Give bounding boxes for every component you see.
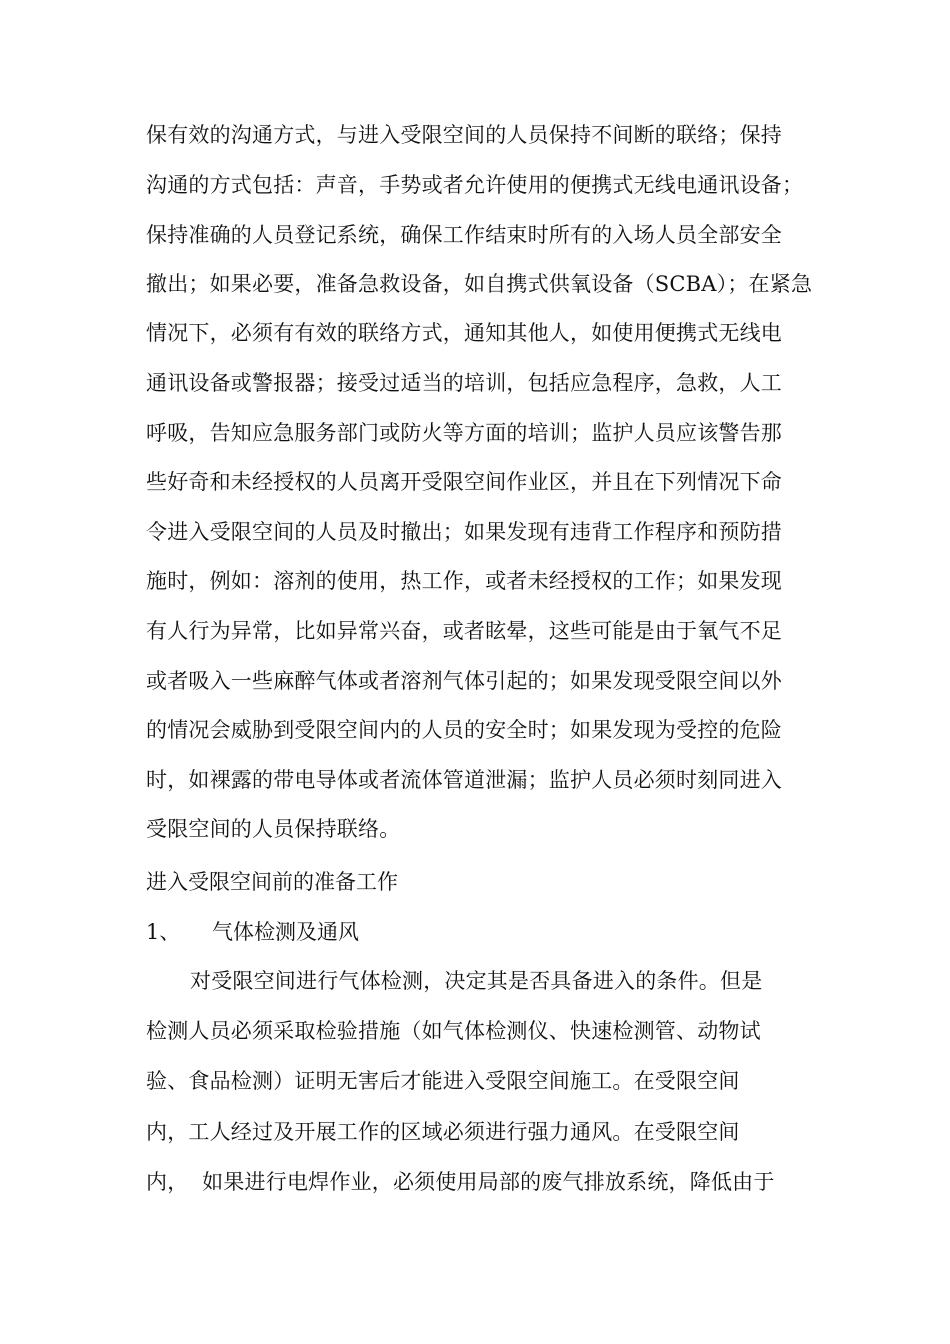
paragraph-line: 的情况会威胁到受限空间内的人员的安全时；如果发现为受控的危险 [146,718,782,742]
paragraph-line: 施时，例如：溶剂的使用，热工作，或者未经授权的工作；如果发现 [146,569,782,593]
paragraph-line: 受限空间的人员保持联络。 [146,817,401,841]
paragraph-line: 通讯设备或警报器；接受过适当的培训，包括应急程序，急救，人工 [146,371,782,395]
paragraph-line: 令进入受限空间的人员及时撤出；如果发现有违背工作程序和预防措 [146,520,782,544]
numbered-item [146,917,359,947]
paragraph-line: 时，如裸露的带电导体或者流体管道泄漏；监护人员必须时刻同进入 [146,768,782,792]
paragraph-line: 沟通的方式包括：声音，手势或者允许使用的便携式无线电通讯设备； [146,173,804,197]
paragraph-line: 撤出；如果必要，准备急救设备，如自携式供氧设备（SCBA）；在紧急 [146,272,813,296]
item-title: 气体检测及通风 [212,920,359,944]
paragraph-line: 保持准确的人员登记系统，确保工作结束时所有的入场人员全部安全 [146,223,782,247]
section-heading: 进入受限空间前的准备工作 [146,870,398,894]
paragraph-line: 情况下，必须有有效的联络方式，通知其他人，如使用便携式无线电 [146,321,782,345]
paragraph-line: 些好奇和未经授权的人员离开受限空间作业区，并且在下列情况下命 [146,470,782,494]
paragraph-line: 验、食品检测）证明无害后才能进入受限空间施工。在受限空间 [146,1069,740,1093]
paragraph-line: 保有效的沟通方式，与进入受限空间的人员保持不间断的联络；保持 [146,123,782,147]
item-number: 1、 [146,920,181,944]
paragraph-line: 有人行为异常，比如异常兴奋，或者眩晕，这些可能是由于氧气不足 [146,619,782,643]
paragraph-line: 检测人员必须采取检验措施（如气体检测仪、快速检测管、动物试 [146,1019,761,1043]
paragraph-line: 呼吸，告知应急服务部门或防火等方面的培训；监护人员应该警告那 [146,421,782,445]
paragraph-line: 内， 如果进行电焊作业，必须使用局部的废气排放系统，降低由于 [146,1170,775,1194]
paragraph-line: 内，工人经过及开展工作的区域必须进行强力通风。在受限空间 [146,1120,740,1144]
paragraph-line: 或者吸入一些麻醉气体或者溶剂气体引起的；如果发现受限空间以外 [146,669,782,693]
paragraph-line: 对受限空间进行气体检测，决定其是否具备进入的条件。但是 [190,969,763,993]
